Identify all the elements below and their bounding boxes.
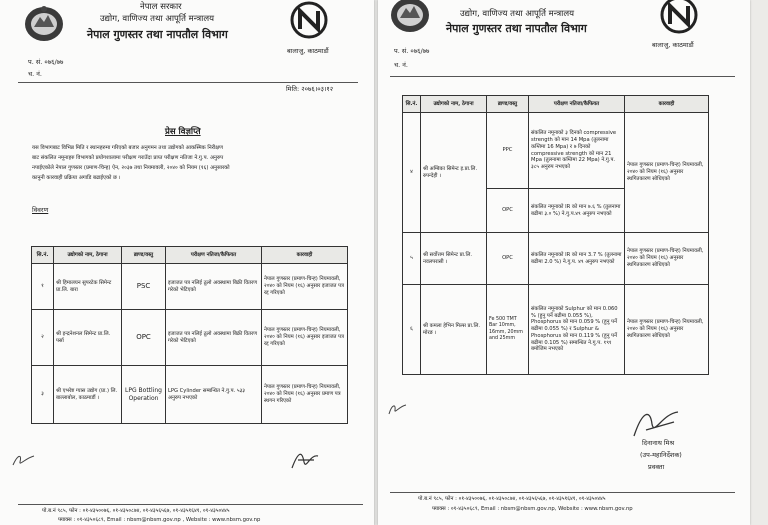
row-result: इजाजत पत्र नलिई ठूलो अवस्थामा बिक्री वितरण गरेको भेटिएको bbox=[166, 264, 262, 310]
header-sn: सि.नं. bbox=[32, 247, 54, 264]
row-industry: श्री अम्बिका सिमेन्ट इ.प्रा.लि. रुपन्देही । bbox=[421, 113, 487, 233]
right-page bbox=[378, 0, 750, 525]
table-header-row bbox=[32, 247, 348, 264]
header-location: बालाजु, काठमाडौं bbox=[287, 47, 329, 55]
nepal-emblem-icon bbox=[388, 0, 432, 34]
header-location: बालाजु, काठमाडौं bbox=[652, 41, 694, 49]
row-action: नेपाल गुणस्तर (प्रमाण-चिन्ह) नियमावली, २०४० को नियम (१६) अनुसार प्रमाण पत्र स्थगन गरिएको bbox=[262, 366, 348, 424]
body-line-3: नपाईएकोले नेपाल गुणस्तर (प्रमाण-चिन्ह) ऐन, २०३७ तथा नियमावली, २०४० को नियम (१६) अनुसारको bbox=[32, 165, 230, 171]
row-brand: OPC bbox=[487, 233, 529, 285]
header-brand: ब्राण्ड/वस्तु bbox=[122, 247, 166, 264]
table-row bbox=[32, 366, 348, 424]
body-line-4: कानुनी कारवाही प्रक्रिया अगाडि बढाईएको छ । bbox=[32, 175, 121, 181]
row-result: इजाजत पत्र नलिई ठूलो अवस्थामा बिक्री वितरण गरेको भेटिएको bbox=[166, 310, 262, 366]
violations-table bbox=[31, 246, 348, 424]
row-brand: Fe 500 TMT Bar 10mm, 16mm, 20mm and 25mm bbox=[487, 285, 529, 375]
signatory-role: प्रवक्ता bbox=[648, 463, 665, 471]
dispatch-number: च. नं. bbox=[394, 61, 408, 69]
initial-mark-icon bbox=[10, 450, 40, 470]
row-action: नेपाल गुणस्तर (प्रमाण-चिन्ह) नियमावली, २०४० को नियम (१६) अनुसार स्थगितकारण सोधिएको bbox=[625, 233, 709, 285]
row-sn: ५ bbox=[403, 233, 421, 285]
row-industry: श्री एभरेष्ट ग्यास उद्योग (प्रा.) लि. बाल्लाबोल, काठमाडौं । bbox=[54, 366, 122, 424]
header-department: नेपाल गुणस्तर तथा नापतौल विभाग bbox=[87, 28, 228, 41]
body-line-1: यस विभागबाट विभिन्न मिति र स्थानहरुमा गरिएको बजार अनुगमन तथा उद्योगको आकस्मिक निरीक्षण bbox=[32, 145, 223, 151]
dispatch-number: च. नं. bbox=[28, 70, 42, 78]
left-page bbox=[0, 0, 374, 525]
row-action: नेपाल गुणस्तर (प्रमाण-चिन्ह) नियमावली, २०४० को नियम (१६) अनुसार स्थगितकारण सोधिएको bbox=[625, 285, 709, 375]
header-result: परीक्षण नतिजा/कैफियत bbox=[166, 247, 262, 264]
notice-title: प्रेस विज्ञप्ति bbox=[165, 127, 201, 137]
table-row bbox=[403, 233, 709, 285]
row-action: नेपाल गुणस्तर (प्रमाण-चिन्ह) नियमावली, २०४० को नियम (१६) अनुसार स्थगितकारण सोधिएको bbox=[625, 113, 709, 233]
signatory-title: (उप-महानिर्देशक) bbox=[640, 451, 682, 459]
body-line-2: बाट संकलित नमूनाहरु विभागको प्रयोगशालामा परीक्षण गराउँदा प्राप्त परीक्षण नतिजा ने.गु.प. अनुरुप bbox=[32, 155, 224, 161]
header-result: परीक्षण नतिजा/कैफियत bbox=[529, 96, 625, 113]
initial-mark-icon bbox=[386, 400, 410, 418]
header-industry: उद्योगको नाम, ठेगाना bbox=[54, 247, 122, 264]
table-row bbox=[32, 264, 348, 310]
row-brand: OPC bbox=[122, 310, 166, 366]
table-header-row bbox=[403, 96, 709, 113]
header-industry: उद्योगको नाम, ठेगाना bbox=[421, 96, 487, 113]
row-industry: श्री इन्द्रनेशनल सिमेन्ट प्रा.लि. पर्सा bbox=[54, 310, 122, 366]
header-ministry: उद्योग, वाणिज्य तथा आपूर्ति मन्त्रालय bbox=[100, 14, 215, 24]
reference-number: प. सं. ०७६/७७ bbox=[394, 47, 430, 55]
header-action: कारवाही bbox=[262, 247, 348, 264]
row-brand: PPC bbox=[487, 113, 529, 189]
footer-contact: पो.ब.नं ९८५, फोन : ०१-४३५००७६, ०१-४३५०८७४, ०१-४३५६५६७, ०१-४३५१६४१, ०१-४३५०४४५ bbox=[42, 508, 230, 514]
row-industry: श्री हिमालयन सुपरटेक सिमेन्ट प्रा.लि. बारा bbox=[54, 264, 122, 310]
background-edge bbox=[750, 0, 768, 525]
row-brand: OPC bbox=[487, 189, 529, 233]
row-sn: १ bbox=[32, 264, 54, 310]
signature-icon bbox=[628, 402, 684, 442]
row-result: संकलित नमूनाको Sulphur को मान 0.060 % (हुनु पर्ने बढीमा 0.055 %), Phosphorus को मान 0.059 % (हुनु पर्ने बढीमा 0.055 %) र Sulphur & Phosphorus को मान 0.119 % (हुनु पर्ने बढीमा 0.105 %) सम्बन्धित ने.गु.प. १९१ बमोजिम नभएको bbox=[529, 285, 625, 375]
signature-icon bbox=[288, 448, 322, 472]
row-brand: PSC bbox=[122, 264, 166, 310]
row-result: LPG Cylinder सम्बन्धित ने.गु.प. ५३३ अनुरुप नभएको bbox=[166, 366, 262, 424]
header-ministry: उद्योग, वाणिज्य तथा आपूर्ति मन्त्रालय bbox=[460, 9, 575, 19]
row-result: संकलित नमूनाको ३ दिनको compressive strength को मान 14 Mpa (तुलनामा कम्तिमा 16 Mpa) र ७ दिनको compressive strength को मान 21 Mpa (तुलनामा कम्तिमा 22 Mpa) ने.गु.प. ३८५ अनुरुप नभएको bbox=[529, 113, 625, 189]
row-sn: ४ bbox=[403, 113, 421, 233]
row-action: नेपाल गुणस्तर (प्रमाण-चिन्ह) नियमावली, २०४० को नियम (१६) अनुसार इजाजत पत्र रद्द गरिएको bbox=[262, 264, 348, 310]
reference-number: प. सं. ०७६/७७ bbox=[28, 58, 64, 66]
row-action: नेपाल गुणस्तर (प्रमाण-चिन्ह) नियमावली, २०४० को नियम (१६) अनुसार इजाजत पत्र रद्द गरिएको bbox=[262, 310, 348, 366]
header-action: कारवाही bbox=[625, 96, 709, 113]
table-row bbox=[403, 113, 709, 189]
row-result: संकलित नमूनाको IR को मान ७.६ % (तुलनामा बढीमा ३.० %) ने.गु.प.४९ अनुरुप नभएको bbox=[529, 189, 625, 233]
row-result: संकलित नमूनाको IR को मान 3.7 % (तुलनामा बढीमा 2.0 %) ने.गु.प. ४९ अनुरुप नभएको bbox=[529, 233, 625, 285]
header-sn: सि.नं. bbox=[403, 96, 421, 113]
header-divider bbox=[390, 76, 735, 77]
footer-web: फ्याक्स : ०१-४३५०६८९, Email : nbsm@nbsm.gov.np , Website : www.nbsm.gov.np bbox=[58, 517, 261, 523]
row-industry: श्री कमला हेभिन मिल्स प्रा.लि. मोरङ । bbox=[421, 285, 487, 375]
row-sn: ६ bbox=[403, 285, 421, 375]
table-row bbox=[32, 310, 348, 366]
footer-divider bbox=[390, 492, 735, 493]
row-industry: श्री सर्वोत्तम सिमेन्ट प्रा.लि. नवलपरासी । bbox=[421, 233, 487, 285]
footer-contact: पो.ब.नं ९८५, फोन : ०१-४३५००७६, ०१-४३५०८७४, ०१-४३५६५६७, ०१-४३५१६४१, ०१-४३५०४४५ bbox=[418, 496, 606, 502]
signatory-name: दिनानाथ मिश्र bbox=[642, 439, 675, 447]
header-government: नेपाल सरकार bbox=[140, 2, 182, 12]
detail-label: विवरण bbox=[32, 206, 49, 214]
violations-table-continued bbox=[402, 95, 709, 375]
nepal-emblem-icon bbox=[22, 3, 66, 43]
notice-date: मिति: २०७६।०३।१२ bbox=[286, 85, 334, 93]
row-sn: २ bbox=[32, 310, 54, 366]
footer-divider bbox=[18, 504, 363, 505]
header-department: नेपाल गुणस्तर तथा नापतौल विभाग bbox=[446, 22, 587, 35]
table-row bbox=[403, 285, 709, 375]
row-sn: ३ bbox=[32, 366, 54, 424]
nbsm-logo-icon bbox=[660, 0, 698, 34]
footer-web: फ्याक्स : ०१-४३५०६८९, Email : nbsm@nbsm.gov.np, Website : www.nbsm.gov.np bbox=[432, 506, 633, 512]
nbsm-logo-icon bbox=[290, 1, 328, 39]
header-divider bbox=[18, 82, 358, 83]
row-brand: LPG Bottling Operation bbox=[122, 366, 166, 424]
header-brand: ब्राण्ड/वस्तु bbox=[487, 96, 529, 113]
